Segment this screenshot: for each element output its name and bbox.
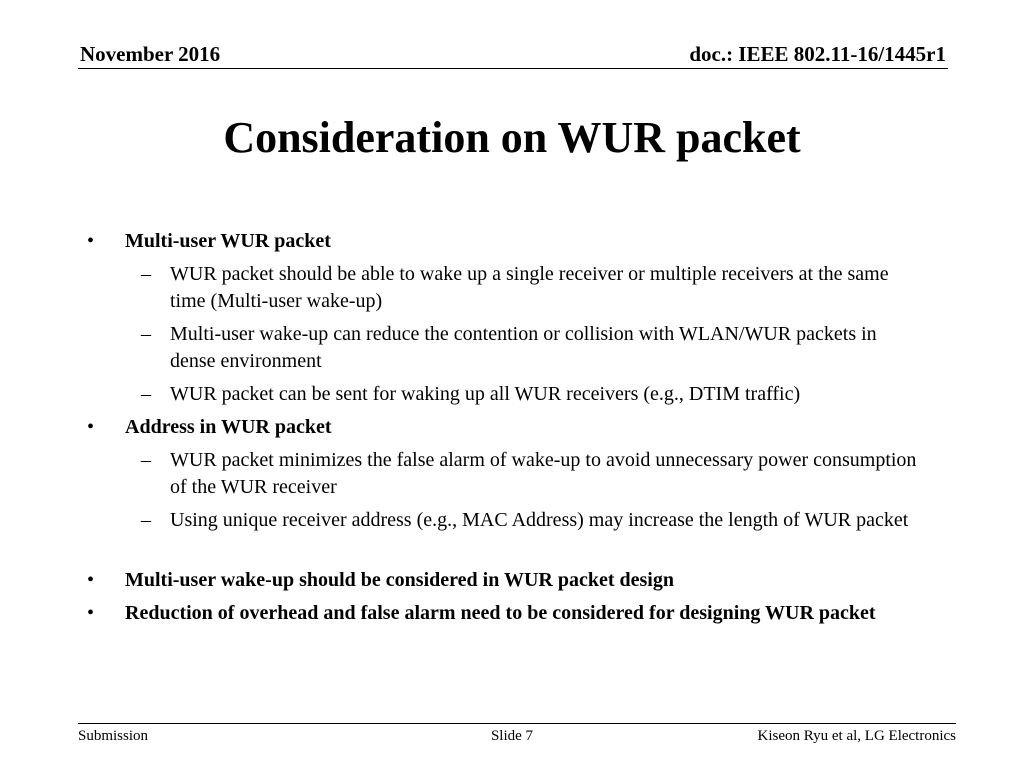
subitem-text: Using unique receiver address (e.g., MAC Address) may increase the length of WUR packet — [170, 509, 909, 531]
subitem-text: Multi-user wake-up can reduce the contention or collision with WLAN/WUR packets in dense environment — [170, 323, 877, 372]
subitem-text: WUR packet minimizes the false alarm of wake-up to avoid unnecessary power consumption of the WUR receiver — [170, 449, 917, 498]
footer-authors: Kiseon Ryu et al, LG Electronics — [757, 728, 956, 744]
subitem-text: WUR packet can be sent for waking up all WUR receivers (e.g., DTIM traffic) — [170, 383, 801, 405]
bullet-marker: • — [87, 416, 95, 438]
subitem — [84, 261, 924, 315]
bullet-address — [84, 414, 924, 441]
bullet-text: Multi-user wake-up should be considered in WUR packet design — [125, 569, 674, 591]
slide-body — [84, 228, 924, 627]
footer-divider — [78, 723, 956, 724]
bullet-conclusion-overhead — [84, 600, 924, 627]
bullet-text: Multi-user WUR packet — [125, 230, 331, 252]
header-doc-id: doc.: IEEE 802.11-16/1445r1 — [689, 42, 946, 66]
dash-marker: – — [141, 509, 151, 531]
footer-submission: Submission — [78, 728, 149, 744]
dash-marker: – — [141, 263, 151, 285]
subitem — [84, 447, 924, 501]
bullet-text: Reduction of overhead and false alarm need to be considered for designing WUR packet — [125, 602, 876, 624]
bullet-text: Address in WUR packet — [125, 416, 332, 438]
header-date: November 2016 — [80, 42, 221, 66]
bullet-conclusion-multi-user — [84, 567, 924, 594]
bullet-marker: • — [87, 230, 95, 252]
bullet-marker: • — [87, 602, 95, 624]
footer-slide-number: Slide 7 — [490, 728, 534, 744]
dash-marker: – — [141, 449, 151, 471]
subitem — [84, 321, 924, 375]
bullet-multi-user — [84, 228, 924, 255]
subitem — [84, 507, 924, 534]
slide-title: Consideration on WUR packet — [223, 113, 801, 162]
dash-marker: – — [141, 383, 151, 405]
subitem-text: WUR packet should be able to wake up a single receiver or multiple receivers at the same time (Multi-user wake-up) — [170, 263, 889, 312]
bullet-marker: • — [87, 569, 95, 591]
dash-marker: – — [141, 323, 151, 345]
subitem — [84, 381, 924, 408]
header-divider — [78, 68, 948, 69]
